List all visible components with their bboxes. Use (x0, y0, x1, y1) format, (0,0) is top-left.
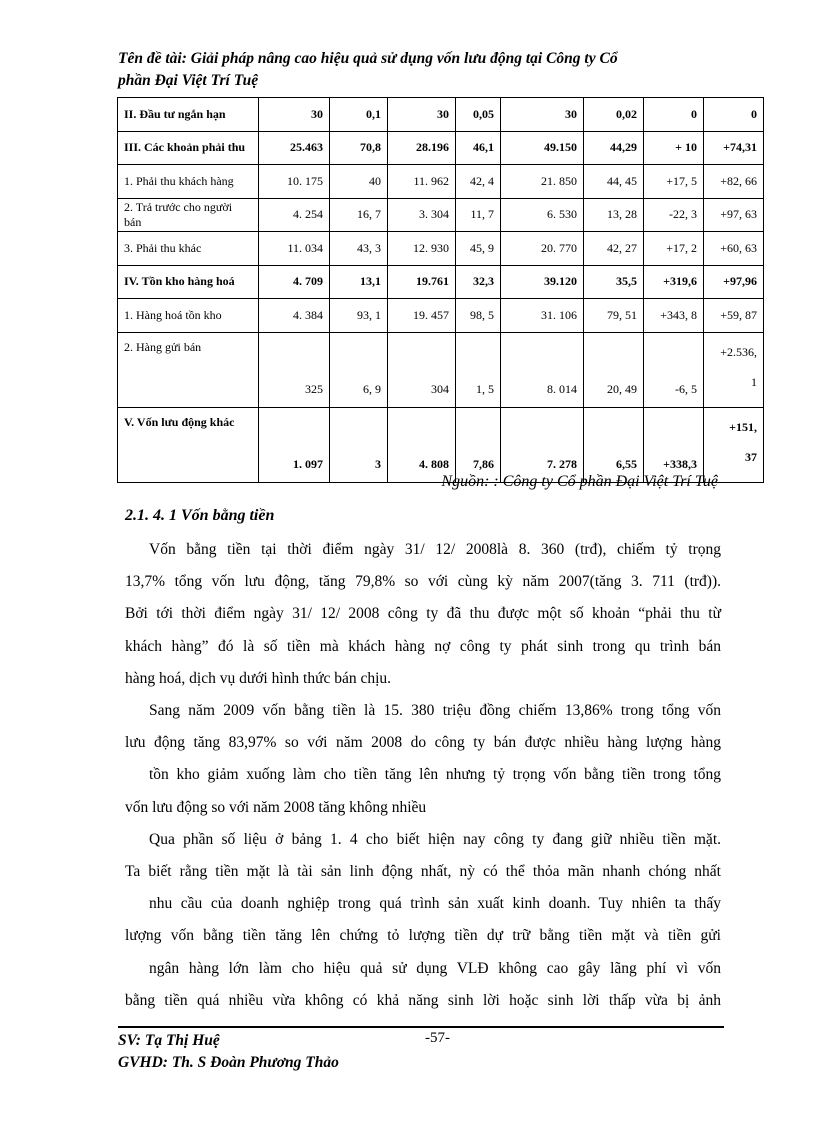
table-cell: 4. 709 (259, 265, 330, 299)
text-line: ngân hàng lớn làm cho hiệu quả sử dụng VLĐ không cao gây lãng phí vì vốn (149, 959, 721, 977)
table-cell: +97,96 (704, 265, 764, 299)
source-note: Nguồn: : Công ty Cổ phần Đại Việt Trí Tuệ (441, 473, 718, 490)
table-cell: 7,86 (456, 407, 501, 482)
table-cell: 30 (388, 98, 456, 132)
text-line: khách hàng” đó là số tiền mà khách hàng nợ công ty phát sinh trong qu trình bán (125, 637, 721, 655)
table-cell: +82, 66 (704, 165, 764, 199)
footer-advisor: GVHD: Th. S Đoàn Phương Thảo (118, 1054, 339, 1071)
row-label: IV. Tồn kho hàng hoá (118, 265, 259, 299)
text-line: 13,7% tổng vốn lưu động, tăng 79,8% so với cùng kỳ năm 2007(tăng 3. 711 (trđ)). (125, 573, 721, 591)
table-cell: +60, 63 (704, 232, 764, 266)
table-cell: 40 (330, 165, 388, 199)
table-cell: 16, 7 (330, 198, 388, 232)
table-cell: 32,3 (456, 265, 501, 299)
wrapped-line-1: +2.536, (720, 344, 757, 359)
table-cell-wrapped (704, 332, 764, 407)
table-cell: 10. 175 (259, 165, 330, 199)
table-cell-wrapped (704, 407, 764, 482)
table-cell: +343, 8 (644, 299, 704, 333)
table-cell: -6, 5 (644, 332, 704, 407)
table-cell: 13, 28 (584, 198, 644, 232)
paragraph-1 (125, 534, 721, 695)
table-cell: 4. 384 (259, 299, 330, 333)
table-cell: +74,31 (704, 131, 764, 165)
table-cell: 12. 930 (388, 232, 456, 266)
table-cell: 6,55 (584, 407, 644, 482)
table-cell: 30 (259, 98, 330, 132)
table-cell: 98, 5 (456, 299, 501, 333)
working-capital-table (117, 97, 764, 483)
table-cell: +97, 63 (704, 198, 764, 232)
text-line: Ta biết rằng tiền mặt là tài sản linh động nhất, nỳ có thể thỏa mãn nhanh chóng nhất (125, 863, 721, 881)
table-row (118, 198, 764, 232)
table-body (118, 98, 764, 483)
table-cell: 0 (644, 98, 704, 132)
text-line: Vốn bằng tiền tại thời điểm ngày 31/ 12/ 2008là 8. 360 (trđ), chiếm tỷ trọng (149, 541, 721, 558)
table-row (118, 265, 764, 299)
table-cell: 6. 530 (501, 198, 584, 232)
row-label: 2. Trả trước cho người bán (118, 198, 259, 232)
paragraph-3 (125, 824, 721, 1017)
header-title-line1: Tên đề tài: Giải pháp nâng cao hiệu quả sử dụng vốn lưu động tại Công ty Cổ (118, 50, 618, 67)
wrapped-line-2: 1 (751, 374, 757, 389)
table-cell: +59, 87 (704, 299, 764, 333)
table-row (118, 299, 764, 333)
table-cell: +17, 5 (644, 165, 704, 199)
table-cell: +338,3 (644, 407, 704, 482)
document-footer (118, 1030, 339, 1074)
table-cell: + 10 (644, 131, 704, 165)
table-cell: 13,1 (330, 265, 388, 299)
table-cell: 11. 962 (388, 165, 456, 199)
table-cell: 44,29 (584, 131, 644, 165)
table-cell: 19.761 (388, 265, 456, 299)
table-cell: 4. 254 (259, 198, 330, 232)
table-cell: 30 (501, 98, 584, 132)
table-cell: 42, 4 (456, 165, 501, 199)
wrapped-line-1: +151, (729, 419, 757, 434)
table-cell: +17, 2 (644, 232, 704, 266)
text-line: lượng vốn bằng tiền tăng lên chứng tỏ lượng tiền dự trữ bằng tiền mặt và tiền gửi (125, 927, 721, 945)
table-cell: 0,02 (584, 98, 644, 132)
text-line: lưu động tăng 83,97% so với năm 2008 do công ty bán được nhiều hàng lượng hàng (125, 734, 721, 752)
table-cell: 93, 1 (330, 299, 388, 333)
table-cell: 1. 097 (259, 407, 330, 482)
table-row (118, 98, 764, 132)
table-cell: 20, 49 (584, 332, 644, 407)
table-row (118, 131, 764, 165)
paragraph-2 (125, 695, 721, 824)
table-cell: 31. 106 (501, 299, 584, 333)
row-label: 1. Phải thu khách hàng (118, 165, 259, 199)
table-cell: 79, 51 (584, 299, 644, 333)
row-label: 2. Hàng gửi bán (118, 332, 259, 407)
text-line: Sang năm 2009 vốn bằng tiền là 15. 380 triệu đồng chiếm 13,86% trong tổng vốn (149, 702, 721, 720)
table-cell: 28.196 (388, 131, 456, 165)
row-label: III. Các khoản phải thu (118, 131, 259, 165)
text-line: nhu cầu của doanh nghiệp trong quá trình sản xuất kinh doanh. Tuy nhiên ta thấy (149, 895, 721, 913)
section-title: 2.1. 4. 1 Vốn bằng tiền (125, 507, 275, 524)
table-cell: 39.120 (501, 265, 584, 299)
table-row (118, 232, 764, 266)
table-cell: 19. 457 (388, 299, 456, 333)
footer-rule (118, 1026, 724, 1028)
table-cell: 42, 27 (584, 232, 644, 266)
row-label: V. Vốn lưu động khác (118, 407, 259, 482)
table-cell: 44, 45 (584, 165, 644, 199)
table-cell: 3. 304 (388, 198, 456, 232)
header-title-line2: phần Đại Việt Trí Tuệ (118, 72, 259, 89)
table-cell: 43, 3 (330, 232, 388, 266)
table-cell: 46,1 (456, 131, 501, 165)
table-row (118, 332, 764, 407)
table-row (118, 407, 764, 482)
text-line: vốn lưu động so với năm 2008 tăng không nhiều (125, 798, 427, 816)
table-cell: 1, 5 (456, 332, 501, 407)
wrapped-line-2: 37 (745, 449, 757, 464)
table-cell: 0 (704, 98, 764, 132)
row-label: 1. Hàng hoá tồn kho (118, 299, 259, 333)
body-text (125, 534, 721, 1017)
text-line: tồn kho giảm xuống làm cho tiền tăng lên nhưng tỷ trọng vốn bằng tiền trong tổng (149, 766, 721, 784)
table-cell: 8. 014 (501, 332, 584, 407)
table-cell: 11. 034 (259, 232, 330, 266)
footer-student: SV: Tạ Thị Huệ (118, 1032, 220, 1049)
row-label: 3. Phải thu khác (118, 232, 259, 266)
table-cell: 6, 9 (330, 332, 388, 407)
text-line: Qua phần số liệu ở bảng 1. 4 cho biết hiện nay công ty đang giữ nhiều tiền mặt. (149, 830, 721, 848)
table-cell: 20. 770 (501, 232, 584, 266)
table-cell: 325 (259, 332, 330, 407)
table-cell: 45, 9 (456, 232, 501, 266)
table-cell: 35,5 (584, 265, 644, 299)
table-cell: -22, 3 (644, 198, 704, 232)
document-header (118, 48, 718, 92)
table-cell: 3 (330, 407, 388, 482)
table-cell: 0,05 (456, 98, 501, 132)
table-cell: 25.463 (259, 131, 330, 165)
text-line: Bởi tới thời điểm ngày 31/ 12/ 2008 công ty đã thu được một số khoản “phải thu từ (125, 605, 721, 623)
table-cell: +319,6 (644, 265, 704, 299)
table-cell: 11, 7 (456, 198, 501, 232)
table-cell: 0,1 (330, 98, 388, 132)
row-label: II. Đầu tư ngắn hạn (118, 98, 259, 132)
text-line: bằng tiền quá nhiều vừa không có khả năng sinh lời hoặc sinh lời thấp vừa bị ảnh (125, 991, 721, 1009)
table-cell: 7. 278 (501, 407, 584, 482)
table-cell: 304 (388, 332, 456, 407)
table-row (118, 165, 764, 199)
table-cell: 70,8 (330, 131, 388, 165)
text-line: hàng hoá, dịch vụ dưới hình thức bán chịu. (125, 669, 392, 687)
page-number: -57- (425, 1030, 450, 1046)
table-cell: 21. 850 (501, 165, 584, 199)
table-cell: 49.150 (501, 131, 584, 165)
table-cell: 4. 808 (388, 407, 456, 482)
